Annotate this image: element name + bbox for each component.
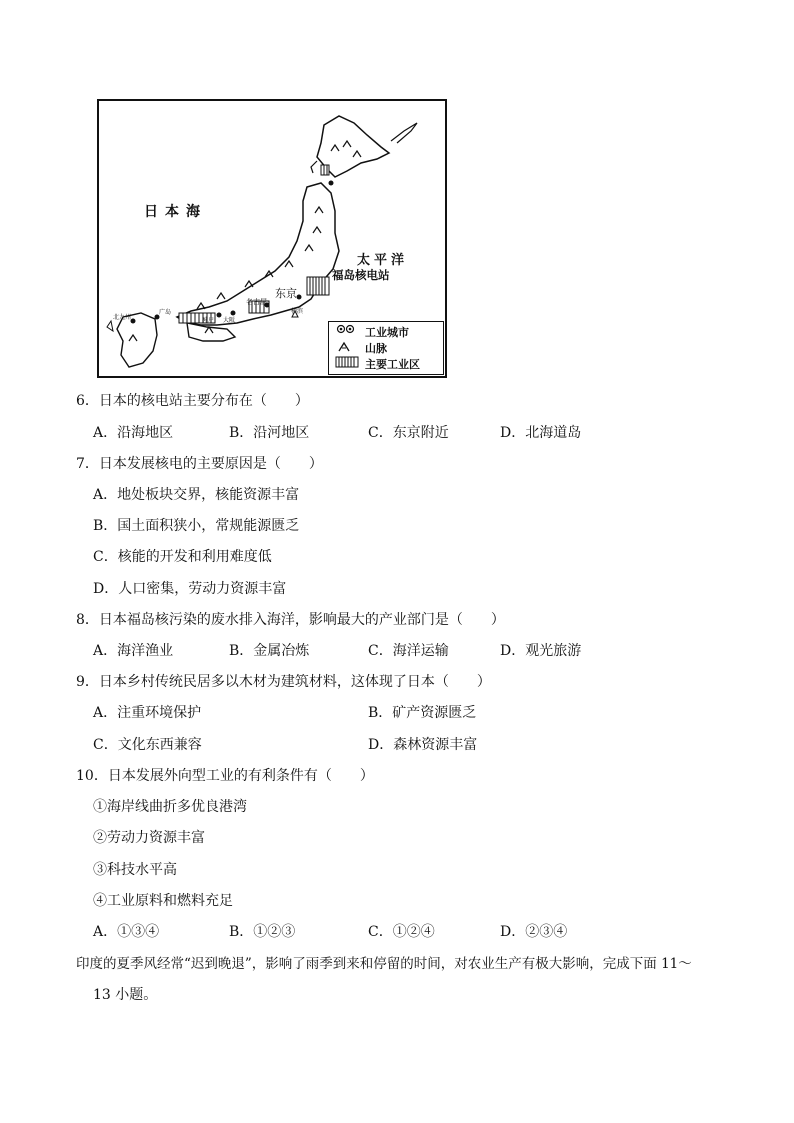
legend-row-city	[335, 324, 409, 340]
q9-option-d[interactable]: D．森林资源丰富	[368, 737, 478, 753]
q7-option-c[interactable]: C．核能的开发和利用难度低	[93, 549, 272, 565]
industrial-city-icon	[335, 326, 359, 338]
q8-option-b[interactable]: B．金属冶炼	[229, 643, 310, 659]
passage-line-1: 印度的夏季风经常“迟到晚退”，影响了雨季到来和停留的时间，对农业生产有极大影响，完成下面 11～	[76, 956, 692, 972]
yokohama-label: 横滨	[291, 308, 304, 315]
q10-option-d[interactable]: D．②③④	[500, 924, 568, 940]
q7-option-d[interactable]: D．人口密集，劳动力资源丰富	[93, 581, 287, 597]
mountain-icon	[335, 342, 359, 354]
nagoya-label: 名古屋	[246, 298, 267, 306]
q10-statement-1: ①海岸线曲折多优良港湾	[93, 799, 247, 815]
osaka-label: 大阪	[223, 317, 236, 324]
q9-option-a[interactable]: A．注重环境保护	[93, 705, 202, 721]
q6-option-d[interactable]: D．北海道岛	[500, 425, 582, 441]
q8-option-d[interactable]: D．观光旅游	[500, 643, 582, 659]
q9-option-c[interactable]: C．文化东西兼容	[93, 737, 202, 753]
q10-statement-4: ④工业原料和燃料充足	[93, 893, 233, 909]
q7-option-b[interactable]: B．国土面积狭小，常规能源匮乏	[93, 518, 300, 534]
sea-of-japan-label: 日本海	[144, 204, 207, 220]
question-8-stem: 8．日本福岛核污染的废水排入海洋，影响最大的产业部门是（ ）	[76, 612, 505, 628]
q6-option-b[interactable]: B．沿河地区	[229, 425, 310, 441]
map-legend	[328, 321, 444, 375]
question-10-stem: 10．日本发展外向型工业的有利条件有（ ）	[76, 768, 374, 784]
q8-option-a[interactable]: A．海洋渔业	[93, 643, 174, 659]
q10-statement-2: ②劳动力资源丰富	[93, 830, 205, 846]
legend-row-mountain	[335, 340, 387, 356]
legend-label-zone: 主要工业区	[365, 358, 420, 371]
q6-option-c[interactable]: C．东京附近	[368, 425, 449, 441]
industrial-zone-icon	[335, 358, 359, 370]
legend-label-mountain: 山脉	[365, 342, 387, 355]
kobe-label: 神户	[202, 317, 215, 324]
q10-statement-3: ③科技水平高	[93, 862, 177, 878]
legend-row-zone	[335, 356, 420, 372]
q10-option-a[interactable]: A．①③④	[93, 924, 160, 940]
japan-map	[97, 99, 447, 378]
passage-line-2: 13 小题。	[93, 987, 158, 1003]
q6-option-a[interactable]: A．沿海地区	[93, 425, 174, 441]
q9-option-b[interactable]: B．矿产资源匮乏	[368, 705, 477, 721]
tokyo-label: 东京	[275, 287, 297, 300]
q8-option-c[interactable]: C．海洋运输	[368, 643, 449, 659]
fukushima-plant-label: 福岛核电站	[332, 268, 390, 282]
question-7-stem: 7．日本发展核电的主要原因是（ ）	[76, 456, 323, 472]
q10-option-b[interactable]: B．①②③	[229, 924, 296, 940]
hiroshima-label: 广岛	[159, 309, 172, 316]
kitakyushu-label: 北九州	[113, 314, 132, 321]
question-6-stem: 6．日本的核电站主要分布在（ ）	[76, 393, 309, 409]
question-9-stem: 9．日本乡村传统民居多以木材为建筑材料，这体现了日本（ ）	[76, 674, 491, 690]
q7-option-a[interactable]: A．地处板块交界，核能资源丰富	[93, 487, 300, 503]
pacific-ocean-label: 太平洋	[357, 253, 409, 268]
q10-option-c[interactable]: C．①②④	[368, 924, 435, 940]
legend-label-city: 工业城市	[365, 326, 409, 339]
